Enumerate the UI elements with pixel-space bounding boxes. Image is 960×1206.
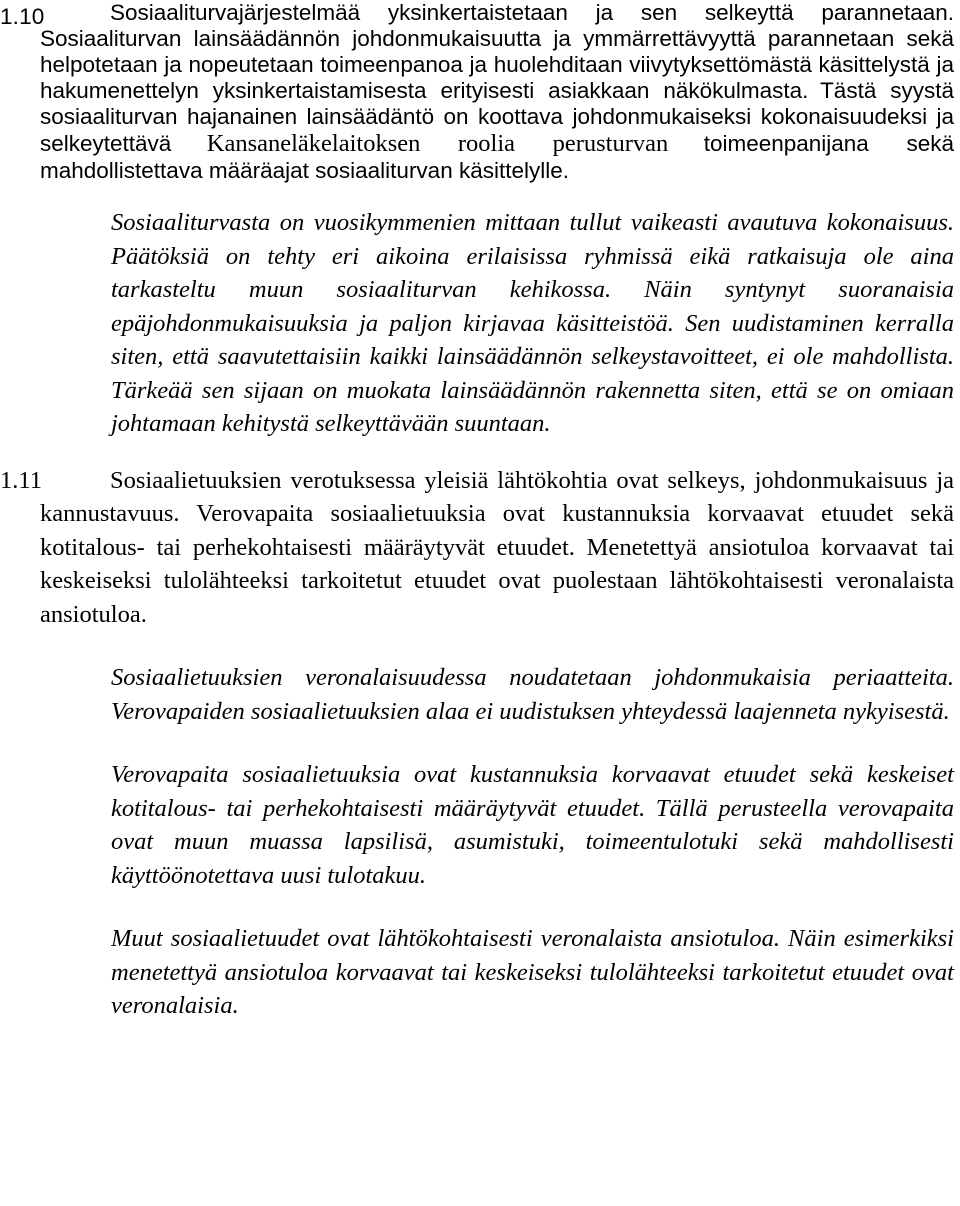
section-text-cont-c: toimeenpanijana sekä mahdollistettava määräajat sosiaaliturvan käsittelylle.	[40, 131, 955, 183]
section-number: 1.11	[0, 466, 42, 494]
section-body: Sosiaalietuuksien verotuksessa yleisiä lähtökohtia ovat selkeys, johdonmukaisuus ja kannustavuus. Verovapaita sosiaalietuuksia ovat kustannuksia korvaavat etuudet sekä kotitalous- tai perhekohtaisesti määräytyvät etuudet. Menetettyä ansiotuloa korvaavat tai keskeiseksi tulolähteeksi tarkoitetut etuudet ovat puolestaan lähtökohtaisesti veronalaista ansiotuloa.	[40, 466, 954, 628]
section-text-cont-a: Tästä syystä sosiaaliturvan hajanainen lainsäädäntö on koottava johdonmukaiseksi kokonaisuudeksi ja selkeytettävä	[40, 78, 954, 156]
rationale-paragraph: Sosiaaliturvasta on vuosikymmenien mittaan tullut vaikeasti avautuva kokonaisuus. Päätöksiä on tehty eri aikoina erilaisissa ryhmissä eikä ratkaisuja ole aina tarkasteltu muun sosiaaliturvan kehikossa. Näin syntynyt suoranaisia epäjohdonmukaisuuksia ja paljon kirjavaa käsitteistöä. Sen uudistaminen kerralla siten, että saavutettaisiin kaikki lainsäädännön selkeystavoitteet, ei ole mahdollista. Tärkeää sen sijaan on muokata lainsäädännön rakennetta siten, että se on omiaan johtamaan kehitystä selkeyttävään suuntaan.	[111, 209, 954, 437]
rationale-paragraph: Sosiaalietuuksien veronalaisuudessa noudatetaan johdonmukaisia periaatteita. Verovapaiden sosiaalietuuksien alaa ei uudistuksen yhteydessä laajenneta nykyisestä.	[111, 664, 954, 725]
section-text-cont-b: Kansaneläkelaitoksen roolia perusturvan	[206, 130, 669, 157]
section-body	[40, 0, 954, 184]
section-number: 1.10	[0, 4, 45, 29]
section-1-10	[0, 0, 960, 184]
rationale-paragraph: Muut sosiaalietuudet ovat lähtökohtaisesti veronalaista ansiotuloa. Näin esimerkiksi menetettyä ansiotuloa korvaavat tai keskeiseksi tulolähteeksi tarkoitetut etuudet ovat veronalaisia.	[111, 925, 954, 1019]
section-1-11	[0, 463, 960, 632]
rationale-paragraph: Verovapaita sosiaalietuuksia ovat kustannuksia korvaavat etuudet sekä keskeiset kotitalous- tai perhekohtaisesti määräytyvät etuudet. Tällä perusteella verovapaita ovat muun muassa lapsilisä, asumistuki, toimeentulotuki sekä mahdollisesti käyttöönotettava uusi tulotakuu.	[111, 761, 954, 889]
section-text: Sosiaaliturvajärjestelmää yksinkertaistetaan ja sen selkeyttä parannetaan. Sosiaaliturvan lainsäädännön johdonmukaisuutta ja ymmärrettävyyttä parannetaan sekä helpotetaan ja nopeutetaan toimeenpanoa ja huolehditaan viivytyksettömästä käsittelystä ja hakumenettelyn yksinkertaistamisesta erityisesti asiakkaan näkökulmasta.	[40, 0, 954, 103]
